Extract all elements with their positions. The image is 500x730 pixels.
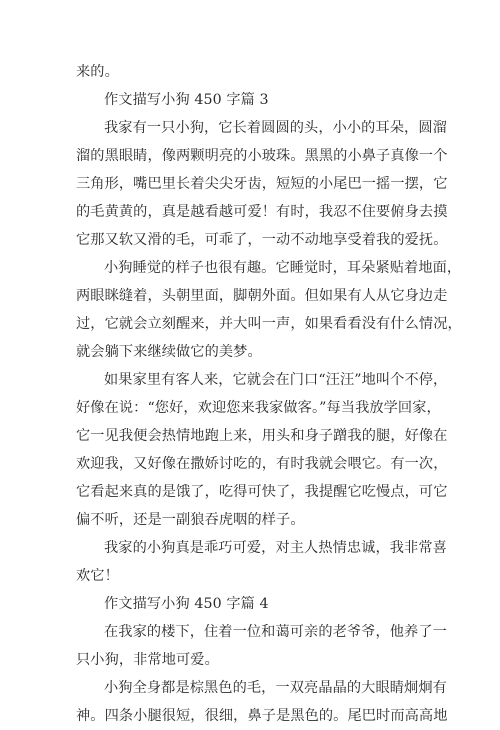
paragraph-line: 如果家里有客人来，它就会在门口“汪汪”地叫个不停， [104,372,448,388]
paragraph-line: 好像在说：“您好，欢迎您来我家做客。”每当我放学回家， [76,400,441,416]
document-body [76,58,462,730]
paragraph-line: 在我家的楼下，住着一位和蔼可亲的老爷爷，他养了一 [104,624,447,640]
paragraph-line: 两眼眯缝着，头朝里面，脚朝外面。但如果有人从它身边走 [76,288,448,304]
paragraph-line: 我家的小狗真是乖巧可爱，对主人热情忠诚，我非常喜 [104,540,447,556]
paragraph-line: 神。四条小腿很短，很细，鼻子是黑色的。尾巴时而高高地 [76,708,448,724]
paragraph-line: 欢它！ [76,568,119,584]
paragraph-line: 它看起来真的是饿了，吃得可快了，我提醒它吃慢点，可它 [76,484,448,500]
paragraph-line: 小狗全身都是棕黑色的毛，一双亮晶晶的大眼睛炯炯有 [104,680,447,696]
paragraph-line: 它一见我便会热情地跑上来，用头和身子蹭我的腿，好像在 [76,428,448,444]
paragraph-line: 只小狗，非常地可爱。 [76,652,219,668]
paragraph-line: 过，它就会立刻醒来，并大叫一声，如果看看没有什么情况， [76,316,462,332]
paragraph-line: 就会躺下来继续做它的美梦。 [76,344,262,360]
paragraph-line: 欢迎我，又好像在撒娇讨吃的，有时我就会喂它。有一次， [76,456,448,472]
paragraph-line: 小狗睡觉的样子也很有趣。它睡觉时，耳朵紧贴着地面， [104,260,462,276]
paragraph-line: 三角形，嘴巴里长着尖尖牙齿，短短的小尾巴一摇一摆，它 [76,176,448,192]
paragraph-line: 我家有一只小狗，它长着圆圆的头，小小的耳朵，圆溜 [104,120,447,136]
section-heading: 作文描写小狗 450 字篇 3 [104,92,269,108]
paragraph-line: 偏不听，还是一副狼吞虎咽的样子。 [76,512,305,528]
section-heading: 作文描写小狗 450 字篇 4 [104,596,269,612]
paragraph-line: 溜的黑眼睛，像两颗明亮的小玻珠。黑黑的小鼻子真像一个 [76,148,448,164]
paragraph-line: 的毛黄黄的，真是越看越可爱！有时，我忍不住要俯身去摸 [76,204,448,220]
text-line: 来的。 [76,64,119,80]
paragraph-line: 它那又软又滑的毛，可乖了，一动不动地享受着我的爱抚。 [76,232,448,248]
